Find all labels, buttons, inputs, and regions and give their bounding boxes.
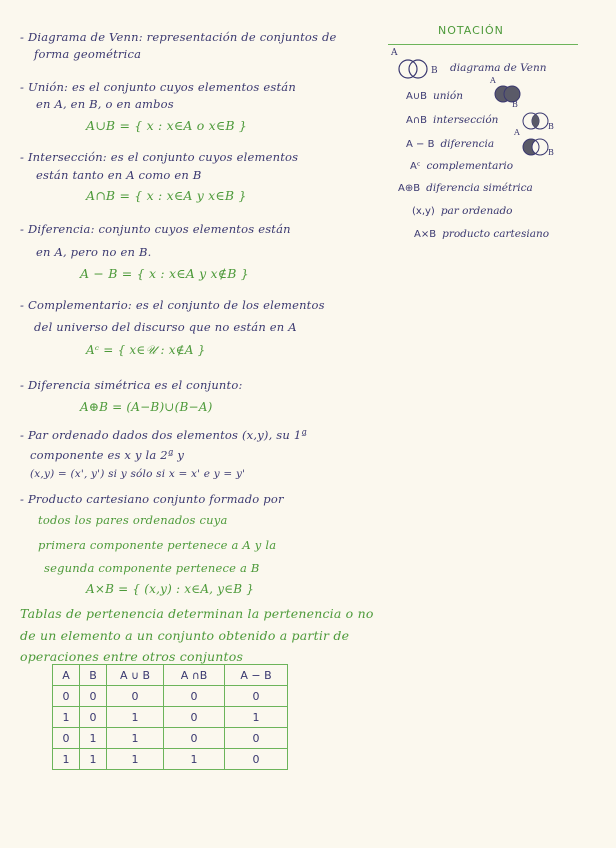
membership-tables-line: Tablas de pertenencia determinan la pertenencia o no [20,606,374,621]
symmetric-difference-line: - Diferencia simétrica es el conjunto: [20,378,243,392]
venn-label-b: B [431,66,438,76]
table-cell: 1 [80,728,107,749]
table-header-cell: B [80,665,107,686]
table-cell: 1 [53,707,80,728]
difference-icon-label-a: A [514,128,520,137]
notation-cartesian-product [414,228,549,240]
membership-tables-line: de un elemento a un conjunto obtenido a partir de [20,628,350,643]
notation-divider [388,44,578,45]
venn-definition-line: - Diagrama de Venn: representación de conjuntos de [20,30,337,44]
intersection-symbol: A∩B [406,115,428,126]
table-cell: 1 [107,707,164,728]
intersection-definition-line: - Intersección: es el conjunto cuyos elementos [20,150,299,164]
ordered-pair-line: componente es x y la 2ª y [30,448,185,462]
ordered-pair-line: - Par ordenado dados dos elementos (x,y), su 1ª [20,428,308,442]
complement-definition-line: - Complementario: es el conjunto de los elementos [20,298,325,312]
intersection-text: intersección [433,114,499,126]
notation-title: NOTACIÓN [438,24,504,37]
table-cell: 0 [53,686,80,707]
difference-definition-line: - Diferencia: conjunto cuyos elementos están [20,222,291,236]
table-cell: 0 [53,728,80,749]
table-row [53,728,288,749]
complement-formula: Aᶜ = { x∈𝒰 : x∉A } [86,343,206,357]
notation-venn-text: diagrama de Venn [450,62,547,74]
complement-definition-line: del universo del discurso que no están en A [34,320,297,334]
notation-difference [406,138,494,150]
table-cell: 0 [80,686,107,707]
ordered-pair-equality: (x,y) = (x', y') si y sólo si x = x' e y = y' [30,468,246,480]
symmetric-difference-symbol: A⊕B [398,183,421,194]
difference-icon-label-b: B [548,148,554,157]
complement-symbol: Aᶜ [410,161,421,172]
venn-definition-line: forma geométrica [34,47,142,61]
notation-ordered-pair [412,205,513,217]
table-row [53,686,288,707]
table-cell: 1 [53,749,80,770]
intersection-formula: A∩B = { x : x∈A y x∈B } [86,188,247,203]
difference-definition-line: en A, pero no en B. [36,245,152,259]
table-header-cell: A [53,665,80,686]
cartesian-product-formula: A×B = { (x,y) : x∈A, y∈B } [86,582,255,596]
table-cell: 0 [225,728,288,749]
table-cell: 0 [164,707,225,728]
notation-union [406,90,463,102]
table-row [53,749,288,770]
table-header-row [53,665,288,686]
table-cell: 1 [164,749,225,770]
table-cell: 0 [164,686,225,707]
table-cell: 0 [80,707,107,728]
table-cell: 0 [164,728,225,749]
symmetric-difference-text: diferencia simétrica [426,182,533,194]
table-header-cell: A ∪ B [107,665,164,686]
venn-label-a: A [391,48,398,58]
difference-symbol: A − B [406,139,435,150]
union-symbol: A∪B [406,91,428,102]
union-text: unión [433,90,463,102]
table-cell: 0 [225,749,288,770]
cartesian-product-text: producto cartesiano [442,228,550,240]
union-definition-line: - Unión: es el conjunto cuyos elementos están [20,80,296,94]
union-definition-line: en A, en B, o en ambos [36,97,174,111]
cartesian-product-line: todos los pares ordenados cuya [38,513,228,527]
complement-text: complementario [426,160,514,172]
difference-text: diferencia [440,138,495,150]
union-formula: A∪B = { x : x∈A o x∈B } [86,118,248,133]
table-header-cell: A − B [225,665,288,686]
cartesian-product-line: segunda componente pertenece a B [44,561,260,575]
notation-complement [410,160,513,172]
table-cell: 1 [225,707,288,728]
cartesian-product-line: - Producto cartesiano conjunto formado por [20,492,284,506]
union-icon-label-a: A [490,76,496,85]
membership-table [52,664,288,770]
notation-symmetric-difference [398,182,533,194]
difference-formula: A − B = { x : x∈A y x∉B } [80,266,249,281]
symmetric-difference-formula: A⊕B = (A−B)∪(B−A) [80,400,213,414]
union-icon-label-b: B [512,100,518,109]
table-row [53,707,288,728]
table-cell: 1 [107,728,164,749]
table-cell: 0 [225,686,288,707]
table-cell: 1 [80,749,107,770]
table-header-cell: A ∩B [164,665,225,686]
table-cell: 0 [107,686,164,707]
cartesian-product-line: primera componente pertenece a A y la [38,538,277,552]
intersection-icon-label-b: B [548,122,554,131]
intersection-definition-line: están tanto en A como en B [36,168,202,182]
ordered-pair-text: par ordenado [440,205,513,217]
membership-tables-line: operaciones entre otros conjuntos [20,649,244,664]
ordered-pair-symbol: (x,y) [412,206,435,217]
cartesian-product-symbol: A×B [414,229,437,240]
table-cell: 1 [107,749,164,770]
notation-intersection [406,114,498,126]
